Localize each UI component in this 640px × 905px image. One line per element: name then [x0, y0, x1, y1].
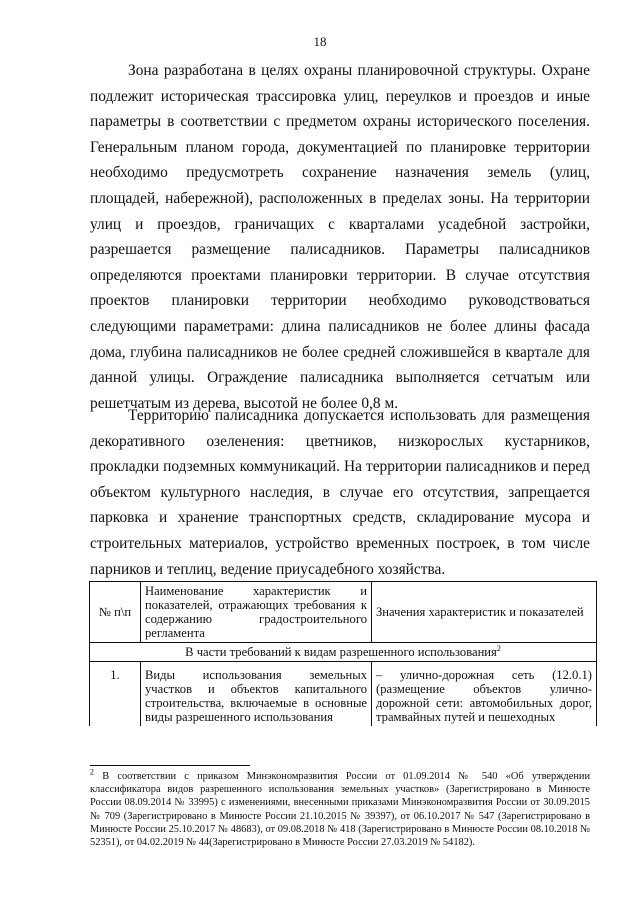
page-number: 18 — [313, 34, 327, 49]
section-title-cell — [90, 643, 597, 662]
header-values: Значения характеристик и показателей — [372, 582, 597, 643]
table-section-row — [90, 643, 597, 662]
row-number: 1. — [90, 662, 141, 727]
regulations-table — [89, 581, 597, 726]
header-characteristics: Наименование характеристик и показателей, отражающих требования к содержанию градостроительного регламента — [141, 582, 372, 643]
row-characteristic: Виды использования земельных участков и объектов капитального строительства, включаемые в основные виды разрешенного использования — [141, 662, 372, 727]
footnote-mark: 2 — [90, 767, 94, 777]
paragraph-zone-description: Зона разработана в целях охраны планировочной структуры. Охране подлежит историческая трассировка улиц, переулков и проездов и иные параметры в соответствии с предметом охраны исторического поселения. Генеральным планом города, документацией по планировке территории необходимо предусмотреть сохранение назначения земель (улиц, площадей, набережной), расположенных в пределах зоны. На территории улиц и проездов, граничащих с кварталами усадебной застройки, разрешается размещение палисадников. Параметры палисадников определяются проектами планировки территории. В случае отсутствия проектов планировки территории необходимо руководствоваться следующими параметрами: длина палисадников не более длины фасада дома, глубина палисадников не более средней сложившейся в квартале для данной улицы. Ограждение палисадника выполняется сетчатым или решетчатым из дерева, высотой не более 0,8 м. — [90, 62, 590, 412]
row-value: – улично-дорожная сеть (12.0.1) (размещение объектов улично-дорожной сети: автомобильных дорог, трамвайных путей и пешеходных — [372, 662, 597, 727]
table-row — [90, 662, 597, 727]
table-header-row — [90, 582, 597, 643]
section-title: В части требований к видам разрешенного использования — [185, 645, 497, 659]
footnote-separator — [90, 765, 250, 766]
footnote — [90, 767, 591, 849]
paragraph-front-garden-usage: Территорию палисадника допускается использовать для размещения декоративного озеленения: цветников, низкорослых кустарников, прокладки подземных коммуникаций. На территории палисадников и перед объектом культурного наследия, в случае его отсутствия, запрещается парковка и хранение транспортных средств, складирование мусора и строительных материалов, устройство временных построек, в том числе парников и теплиц, ведение приусадебного хозяйства. — [90, 407, 590, 578]
footnote-text: В соответствии с приказом Минэкономразвития России от 01.09.2014 № 540 «Об утверждении классификатора видов разрешенного использования земельных участков» (Зарегистрировано в Минюсте России 08.09.2014 № 33995) с изменениями, внесенными приказами Минэкономразвития России от 30.09.2015 № 709 (Зарегистрировано в Минюсте России 21.10.2015 № 39397), от 06.10.2017 № 547 (Зарегистрировано в Минюсте России 25.10.2017 № 48683), от 09.08.2018 № 418 (Зарегистрировано в Минюсте России 08.10.2018 № 52351), от 04.02.2019 № 44(Зарегистрировано в Минюсте России 27.03.2019 № 54182). — [90, 771, 591, 849]
header-number: № п\п — [90, 582, 141, 643]
footnote-reference: 2 — [496, 643, 501, 653]
